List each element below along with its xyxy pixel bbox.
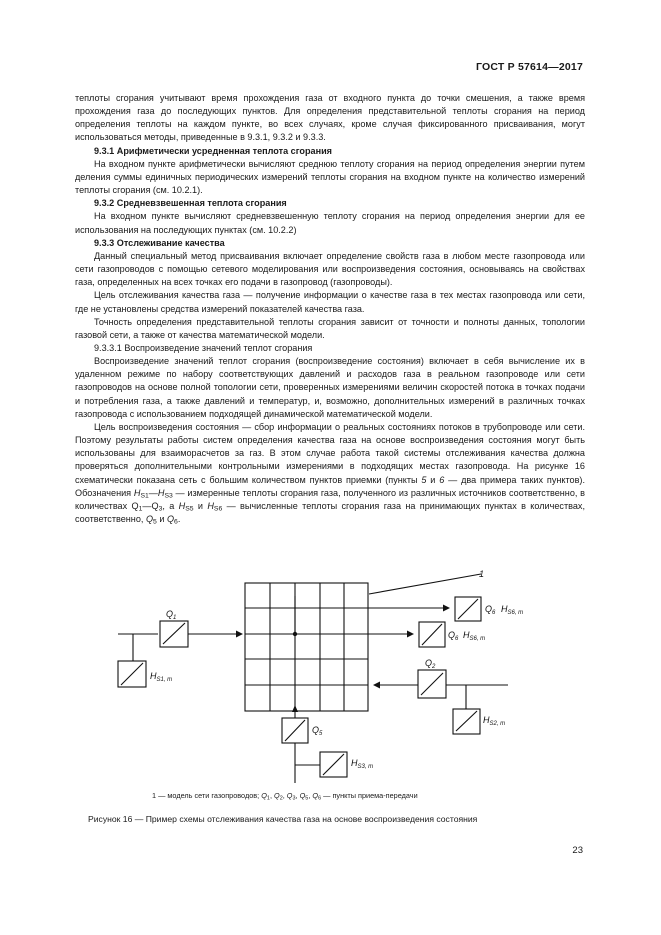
separator: , <box>295 791 300 800</box>
page-number: 23 <box>572 845 583 856</box>
document-code: ГОСТ Р 57614—2017 <box>475 61 583 73</box>
network-diagram <box>112 560 532 790</box>
subscript: 2 <box>279 795 283 802</box>
symbol: Q <box>274 791 280 800</box>
text-run: , а <box>162 500 179 511</box>
symbol: H <box>178 500 186 511</box>
text-run: 6 <box>439 474 445 485</box>
paragraph: теплоты сгорания учитывают время прохождения газа от входного пункта до точки смешения, а также время прохождения газа до последующих пунктов. Для определения представительной теплоты сгорания на период определения теплоты на каждом пункте, во всех случаях, кроме случая фиксированного присваивания, могут использоваться методы, приведенные в 9.3.1, 9.3.2 и 9.3.3. <box>75 93 585 143</box>
paragraph <box>75 421 585 526</box>
symbol: H <box>157 487 165 498</box>
subscript: 1 <box>266 795 270 802</box>
paragraph: На входном пункте арифметически вычисляют среднюю теплоту сгорания на период определения энергии путем деления суммы единичных периодических измерений теплоты сгорания на входном пункте на количество измерений теплоты сгорания (см. 10.2.1). <box>75 158 585 196</box>
paragraph: На входном пункте вычисляют средневзвешенную теплоту сгорания на период определения энергии для ее использования на последующих пунктах (см. 10.2.2) <box>75 211 585 235</box>
subscript: 5 <box>153 518 157 526</box>
label-q5: $Q_5$ <box>312 725 323 737</box>
label-hs1: $H_{S1, m}$ <box>150 671 173 683</box>
text-run: — два примера таких пунктов). Обозначения <box>75 474 585 498</box>
label-q2: $Q_2$ <box>425 658 436 670</box>
symbol: Q <box>166 514 175 524</box>
legend-text: 1 — модель сети газопроводов; <box>152 791 262 800</box>
subscript: S5 <box>185 505 194 513</box>
label-hs6b: $H_{S6, m}$ <box>463 630 486 642</box>
section-heading: 9.3.3 Отслеживание качества <box>94 237 225 248</box>
section-heading: 9.3.1 Арифметически усредненная теплота сгорания <box>94 145 332 156</box>
text-run: —Q <box>142 500 159 511</box>
network-grid <box>245 583 368 711</box>
symbol: Q <box>299 791 306 800</box>
text-run: . <box>177 514 181 524</box>
subscript: 6 <box>318 795 322 802</box>
symbol: Q <box>261 791 267 800</box>
figure-legend <box>152 790 492 801</box>
text-run: — вычисленные теплоты сгорания газа на принимающих пунктах в количествах, соответственно, <box>75 500 585 524</box>
text-run: Цель воспроизведения состояния — сбор информации о реальных состояниях потоков в трубопроводе или сети. Поэтому результаты работы систем определения качества газа на основе воспроизведения состояния могут быть использованы для взаиморасчетов за газ. В этом случае работа такой системы отслеживания качества должна проверяться дополнительными контрольными измерениями в подходящих местах газопровода. На рисунке 16 схематически показана сеть с большим количеством пунктов приемки (пункты <box>75 421 585 485</box>
label-q1: $Q_1$ <box>166 609 177 621</box>
paragraph: Точность определения представительной теплоты сгорания зависит от точности и полноты данных, топологии газовой сети, а также от качества математической модели. <box>75 316 585 340</box>
text-run: и <box>156 514 167 524</box>
symbol: H <box>133 487 141 498</box>
subscript: S1 <box>140 492 149 500</box>
text-run: 5 <box>421 474 427 485</box>
body-text <box>75 92 585 526</box>
separator: , <box>308 791 313 800</box>
subscript: 5 <box>305 795 309 802</box>
subscript: S6 <box>213 505 223 513</box>
paragraph: Цель отслеживания качества газа — получение информации о качестве газа в тех местах газопровода или сети, где не установлены средства измерений показателей качества газа. <box>75 290 585 314</box>
legend-text: — пункты приема-передачи <box>321 791 418 800</box>
label-hs2: $H_{S2, m}$ <box>483 715 506 727</box>
symbol: H <box>207 500 214 511</box>
label-q6b: $Q_6$ <box>448 630 459 642</box>
symbol: Q <box>286 791 293 800</box>
subscript: 6 <box>174 518 178 526</box>
subsection-heading: 9.3.3.1 Воспроизведение значений теплот сгорания <box>94 342 313 353</box>
figure-caption: Рисунок 16 — Пример схемы отслеживания качества газа на основе воспроизведения состояния <box>88 814 478 824</box>
label-q6: $Q_6$ <box>485 604 496 616</box>
symbol: Q <box>312 791 319 800</box>
text-run: — измеренные теплоты сгорания газа, полученного из различных источников соответственно, в количествах Q <box>75 487 585 511</box>
paragraph: Воспроизведение значений теплот сгорания (воспроизведение состояния) включает в себя вычисление их в удаленном режиме по набору соответствующих давлений и расходов газа в реальном газопроводе или сети газопроводов на основе полной топологии сети, проверенных измерениями величин скоростей потока в точках подачи и потребления газа, а также давлений и температур, и, возможно, дополнительных измерений в различных точках газопровода с использованием подходящей динамической математической модели. <box>75 356 585 419</box>
paragraph: Данный специальный метод присваивания включает определение свойств газа в любом месте газопровода или сети газопроводов с помощью сетевого моделирования или воспроизведения состояния, основываясь на свойствах газа, определенных на всех точках его подачи в газопровод (газопроводы). <box>75 250 585 288</box>
subscript: 1 <box>138 505 143 513</box>
subscript: 3 <box>158 505 163 513</box>
callout-label-1: 1 <box>479 569 485 579</box>
text-run: и <box>193 500 208 511</box>
subscript: S3 <box>164 492 173 500</box>
text-run: и <box>426 474 440 485</box>
label-hs6: $H_{S6, m}$ <box>501 604 524 616</box>
symbol: Q <box>145 514 154 524</box>
label-hs3: $H_{S3, m}$ <box>351 758 374 770</box>
separator: , <box>282 791 287 800</box>
text-run: — <box>148 487 158 498</box>
subscript: 3 <box>292 795 296 802</box>
separator: , <box>269 791 274 800</box>
section-heading: 9.3.2 Средневзвешенная теплота сгорания <box>94 198 287 209</box>
